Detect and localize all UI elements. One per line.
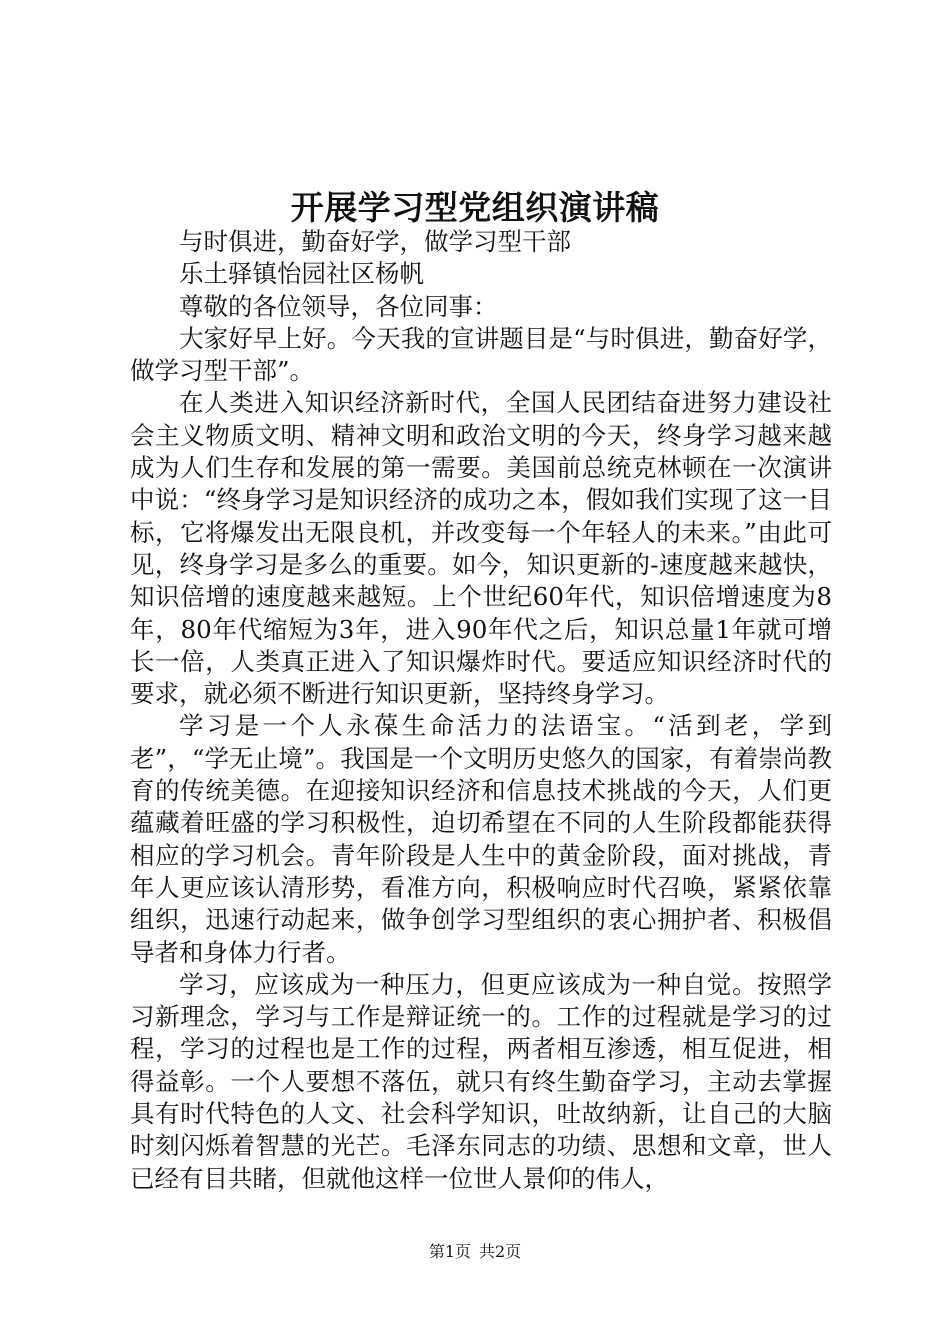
document-title: 开展学习型党组织演讲稿 <box>290 188 660 227</box>
page-footer <box>0 1240 950 1264</box>
body-paragraph: 学习，应该成为一种压力，但更应该成为一种自觉。按照学习新理念，学习与工作是辩证统一的。工作的过程就是学习的过程，学习的过程也是工作的过程，两者相互渗透，相互促进，相得益彰。一个人要想不落伍，就只有终生勤奋学习，主动去掌握具有时代特色的人文、社会科学知识，吐故纳新，让自己的大脑时刻闪烁着智慧的光芒。毛泽东同志的功绩、思想和文章，世人已经有目共睹，但就他这样一位世人景仰的伟人， <box>130 969 832 1193</box>
page-count: 共2页 <box>479 1242 522 1261</box>
subtitle-paragraph: 与时俱进，勤奋好学，做学习型干部 <box>179 227 571 256</box>
body-paragraph: 在人类进入知识经济新时代，全国人民团结奋进努力建设社会主义物质文明、精神文明和政治文明的今天，终身学习越来越成为人们生存和发展的第一需要。美国前总统克林顿在一次演讲中说：“终身学习是知识经济的成功之本，假如我们实现了这一目标，它将爆发出无限良机，并改变每一个年轻人的未来。”由此可见，终身学习是多么的重要。如今，知识更新的-速度越来越快，知识倍增的速度越来越短。上个世纪60年代，知识倍增速度为8年，80年代缩短为3年，进入90年代之后，知识总量1年就可增长一倍，人类真正进入了知识爆炸时代。要适应知识经济时代的要求，就必须不断进行知识更新，坚持终身学习。 <box>130 388 832 709</box>
document-body <box>130 226 832 1195</box>
body-paragraph: 大家好早上好。今天我的宣讲题目是“与时俱进，勤奋好学，做学习型干部”。 <box>130 323 832 386</box>
body-paragraph: 学习是一个人永葆生命活力的法语宝。“活到老，学到老”，“学无止境”。我国是一个文明历史悠久的国家，有着崇尚教育的传统美德。在迎接知识经济和信息技术挑战的今天，人们更蕴藏着旺盛的学习积极性，迫切希望在不同的人生阶段都能获得相应的学习机会。青年阶段是人生中的黄金阶段，面对挑战，青年人更应该认清形势，看准方向，积极响应时代召唤，紧紧依靠组织，迅速行动起来，做争创学习型组织的衷心拥护者、积极倡导者和身体力行者。 <box>130 711 832 967</box>
page-number: 第1页 <box>428 1242 471 1261</box>
author-paragraph: 乐土驿镇怡园社区杨帆 <box>179 259 424 289</box>
salutation-paragraph: 尊敬的各位领导，各位同事： <box>179 291 498 321</box>
